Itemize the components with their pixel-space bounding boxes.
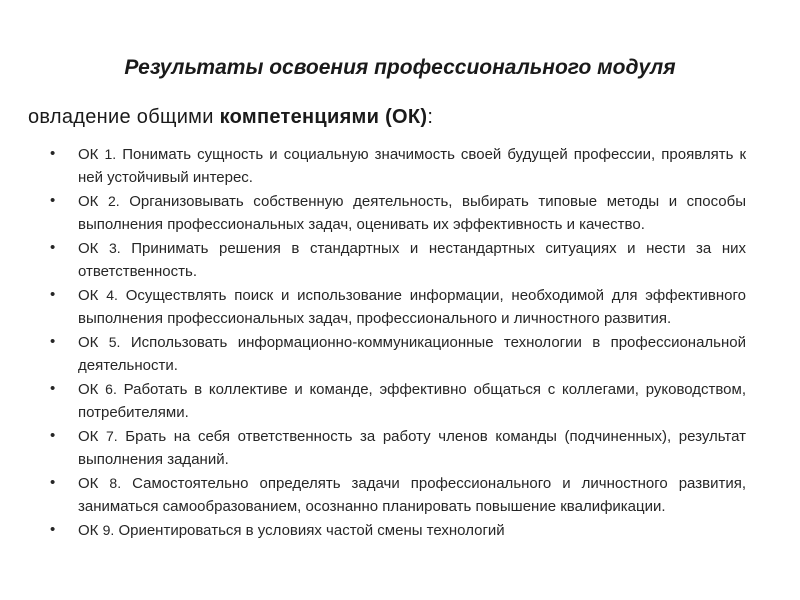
item-text: Понимать сущность и социальную значимость своей будущей профессии, проявлять к ней устойчивый интерес. bbox=[78, 146, 747, 186]
list-item-ok8 bbox=[50, 472, 746, 518]
bullet-icon: • bbox=[50, 427, 56, 444]
item-text: Организовывать собственную деятельность, выбирать типовые методы и способы выполнения профессиональных задач, оценивать их эффективность и качество. bbox=[78, 193, 746, 233]
item-number: 3. bbox=[108, 240, 121, 256]
list-item-ok4 bbox=[50, 284, 746, 330]
item-code: ОК bbox=[78, 146, 99, 163]
item-number: 5. bbox=[108, 334, 121, 350]
slide-title: Результаты освоения профессионального модуля bbox=[124, 56, 676, 79]
item-text: Принимать решения в стандартных и нестандартных ситуациях и нести за них ответственность. bbox=[78, 240, 747, 280]
list-item-ok3 bbox=[50, 237, 747, 283]
subtitle-suffix: : bbox=[427, 106, 434, 128]
bullet-icon: • bbox=[50, 192, 56, 209]
item-text: Работать в коллективе и команде, эффективно общаться с коллегами, руководством, потребителями. bbox=[78, 381, 747, 421]
competencies-list bbox=[0, 143, 800, 543]
list-item-ok1 bbox=[50, 143, 747, 189]
item-number: 7. bbox=[106, 428, 118, 444]
item-number: 1. bbox=[104, 146, 117, 162]
item-code: ОК bbox=[78, 381, 99, 398]
bullet-icon: • bbox=[50, 333, 56, 350]
bullet-icon: • bbox=[50, 286, 56, 303]
item-code: ОК bbox=[78, 240, 99, 257]
list-item-ok9 bbox=[50, 519, 746, 543]
item-number: 9. bbox=[102, 522, 115, 538]
item-code: ОК bbox=[78, 428, 99, 445]
bullet-icon: • bbox=[50, 239, 56, 256]
item-code: ОК bbox=[78, 334, 99, 351]
slide-subtitle bbox=[28, 106, 433, 129]
bullet-icon: • bbox=[50, 521, 56, 538]
list-item-ok6 bbox=[50, 378, 747, 424]
item-code: ОК bbox=[78, 193, 99, 210]
subtitle-prefix: овладение общими bbox=[28, 106, 220, 128]
item-text: Самостоятельно определять задачи профессионального и личностного развития, заниматься самообразованием, осознанно планировать повышение квалификации. bbox=[78, 475, 746, 515]
item-number: 4. bbox=[106, 287, 118, 303]
item-code: ОК bbox=[78, 522, 99, 539]
subtitle-bold: компетенциями (ОК) bbox=[219, 106, 428, 128]
bullet-icon: • bbox=[50, 380, 56, 397]
list-item-ok2 bbox=[50, 190, 746, 236]
item-text: Использовать информационно-коммуникационные технологии в профессиональной деятельности. bbox=[78, 334, 746, 374]
item-number: 6. bbox=[105, 381, 117, 397]
item-code: ОК bbox=[78, 287, 99, 304]
item-number: 8. bbox=[109, 475, 122, 491]
item-text: Осуществлять поиск и использование информации, необходимой для эффективного выполнения профессиональных задач, профессионального и личностного развития. bbox=[78, 287, 746, 327]
bullet-icon: • bbox=[50, 145, 56, 162]
bullet-icon: • bbox=[50, 474, 56, 491]
list-item-ok5 bbox=[50, 331, 746, 377]
item-text: Ориентироваться в условиях частой смены технологий bbox=[118, 522, 505, 539]
item-text: Брать на себя ответственность за работу членов команды (подчиненных), результат выполнения заданий. bbox=[78, 428, 747, 468]
list-item-ok7 bbox=[50, 425, 747, 471]
item-code: ОК bbox=[78, 475, 99, 492]
item-number: 2. bbox=[107, 193, 120, 209]
